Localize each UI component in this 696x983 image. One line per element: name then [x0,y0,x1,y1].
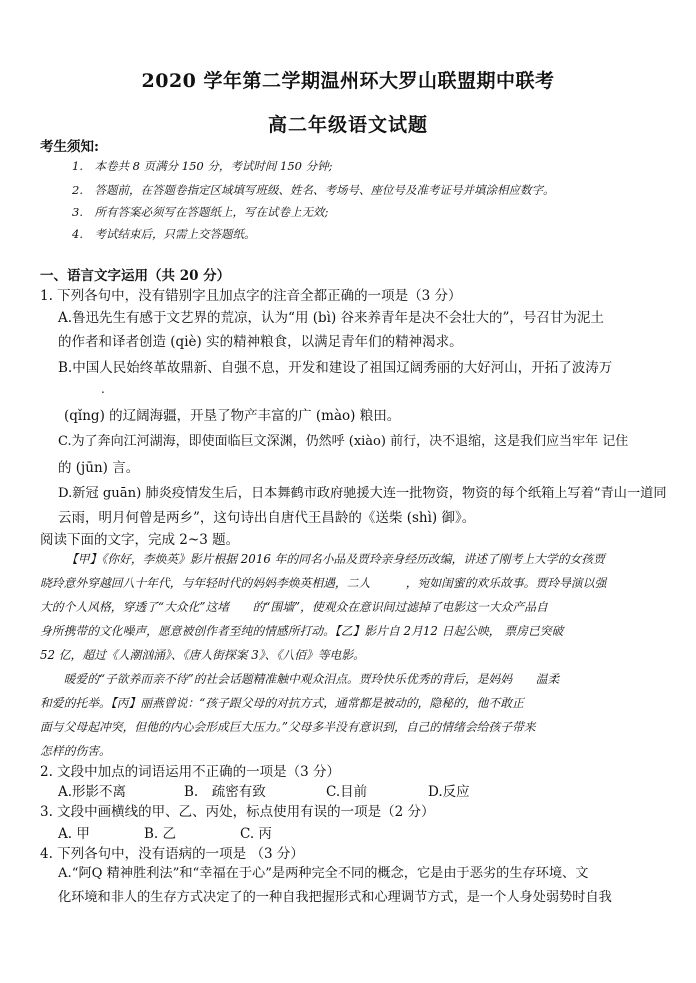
passage-line-7: 和爱的托举。【丙】丽燕曾说：“孩子跟父母的对抗方式，通常都是被动的，隐秘的，他不敢正 [40,696,524,710]
passage-line-1: 【甲】《你好，李焕英》影片根据 2016 年的同名小品及贾玲亲身经历改编，讲述了刚考上大学的女孩贾 [66,552,605,566]
notice-item-4: 4. 考试结束后，只需上交答题纸。 [72,227,256,241]
q4-stem: 4. 下列各句中，没有语病的一项是 （3 分） [40,846,304,862]
q1-option-b-line2: (qǐng) 的辽阔海疆，开垦了物产丰富的广 (mào) 粮田。 [64,408,401,424]
notice-item-2: 2. 答题前，在答题卷指定区域填写班级、姓名、考场号、座位号及准考证号并填涂相应数字。 [72,183,555,197]
q1-option-a-line1: A.鲁迅先生有感于文艺界的荒凉，认为“用 (bì) 谷来养青年是决不会壮大的”，号召甘为泥土 [58,310,604,326]
q2-option-a: A.形影不离 [58,784,127,800]
q2-option-d: D.反应 [428,784,470,800]
notice-heading: 考生须知: [40,139,99,155]
reading-intro: 阅读下面的文字，完成 2~3 题。 [40,532,240,548]
q3-stem: 3. 文段中画横线的甲、乙、丙处，标点使用有误的一项是（2 分） [40,804,435,820]
emphasis-dot: . [101,382,105,396]
q1-stem: 1. 下列各句中，没有错别字且加点字的注音全都正确的一项是（3 分） [40,288,462,304]
q1-option-d-line2: 云雨，明月何曾是两乡”，这句诗出自唐代王昌龄的《送柴 (shì) 御》。 [58,510,476,526]
q3-option-c: C. 丙 [240,826,272,842]
passage-line-5: 52 亿，超过《人潮汹涌》、《唐人街探案 3》、《八佰》等电影。 [40,648,365,662]
q2-option-c: C.目前 [326,784,368,800]
exam-subtitle: 高二年级语文试题 [267,114,428,136]
q1-option-a-line2: 的作者和译者创造 (qiè) 实的精神粮食，以满足青年们的精神渴求。 [58,334,463,350]
q1-option-b-line1: B.中国人民始终革故鼎新、自强不息，开发和建设了祖国辽阔秀丽的大好河山，开拓了波涛万 [58,360,613,376]
q2-stem: 2. 文段中加点的词语运用不正确的一项是（3 分） [40,764,341,780]
passage-line-4: 身所携带的文化噪声，愿意被创作者至纯的情感所打动。【乙】影片自 2月12 日起公映， 票房已突破 [40,624,564,638]
q1-option-c-line1: C.为了奔向江河湖海，即使面临巨文深渊，仍然呼 (xiào) 前行，决不退缩，这是我们应当牢年 记住 [58,434,629,449]
q4-option-a-line1: A.“阿Q 精神胜利法”和“幸福在于心”是两种完全不同的概念，它是由于恶劣的生存环境、文 [58,866,589,881]
exam-title: 2020 学年第二学期温州环大罗山联盟期中联考 [141,70,555,92]
passage-line-8: 面与父母起冲突，但他的内心会形成巨大压力。”父母多半没有意识到，自己的情绪会给孩子带来 [40,720,536,734]
passage-line-6: 暖爱的“子欲养而亲不待”的社会话题精准触中观众泪点。贾玲快乐优秀的背后，是妈妈 温柔 [40,672,560,686]
notice-item-1: 1. 本卷共 8 页满分 150 分，考试时间 150 分钟; [72,159,333,173]
q3-option-b: B. 乙 [144,826,177,842]
notice-item-3: 3. 所有答案必须写在答题纸上，写在试卷上无效; [72,205,329,219]
q2-option-b: B. 疏密有致 [184,784,266,800]
passage-line-3: 大的个人风格，穿透了“大众化”这堵 的“围墙”，使观众在意识间过滤掉了电影这一大众产品自 [40,600,548,614]
q1-option-d-line1: D.新冠 guān) 肺炎疫情发生后，日本舞鹤市政府驰援大连一批物资，物资的每个纸箱上写着“青山一道同 [58,486,667,501]
q4-option-a-line2: 化环境和非人的生存方式决定了的一种自我把握形式和心理调节方式，是一个人身处弱势时自我 [58,890,612,905]
passage-line-9: 怎样的伤害。 [40,744,111,758]
passage-line-2: 晓玲意外穿越回八十年代，与年轻时代的妈妈李焕英相遇，二人 ，宛如闺蜜的欢乐故事。贾玲导演以强 [40,576,607,590]
q3-option-a: A. 甲 [58,826,90,842]
section-heading: 一、语言文字运用（共 20 分） [40,268,231,284]
q1-option-c-line2: 的 (jūn) 言。 [58,460,140,476]
